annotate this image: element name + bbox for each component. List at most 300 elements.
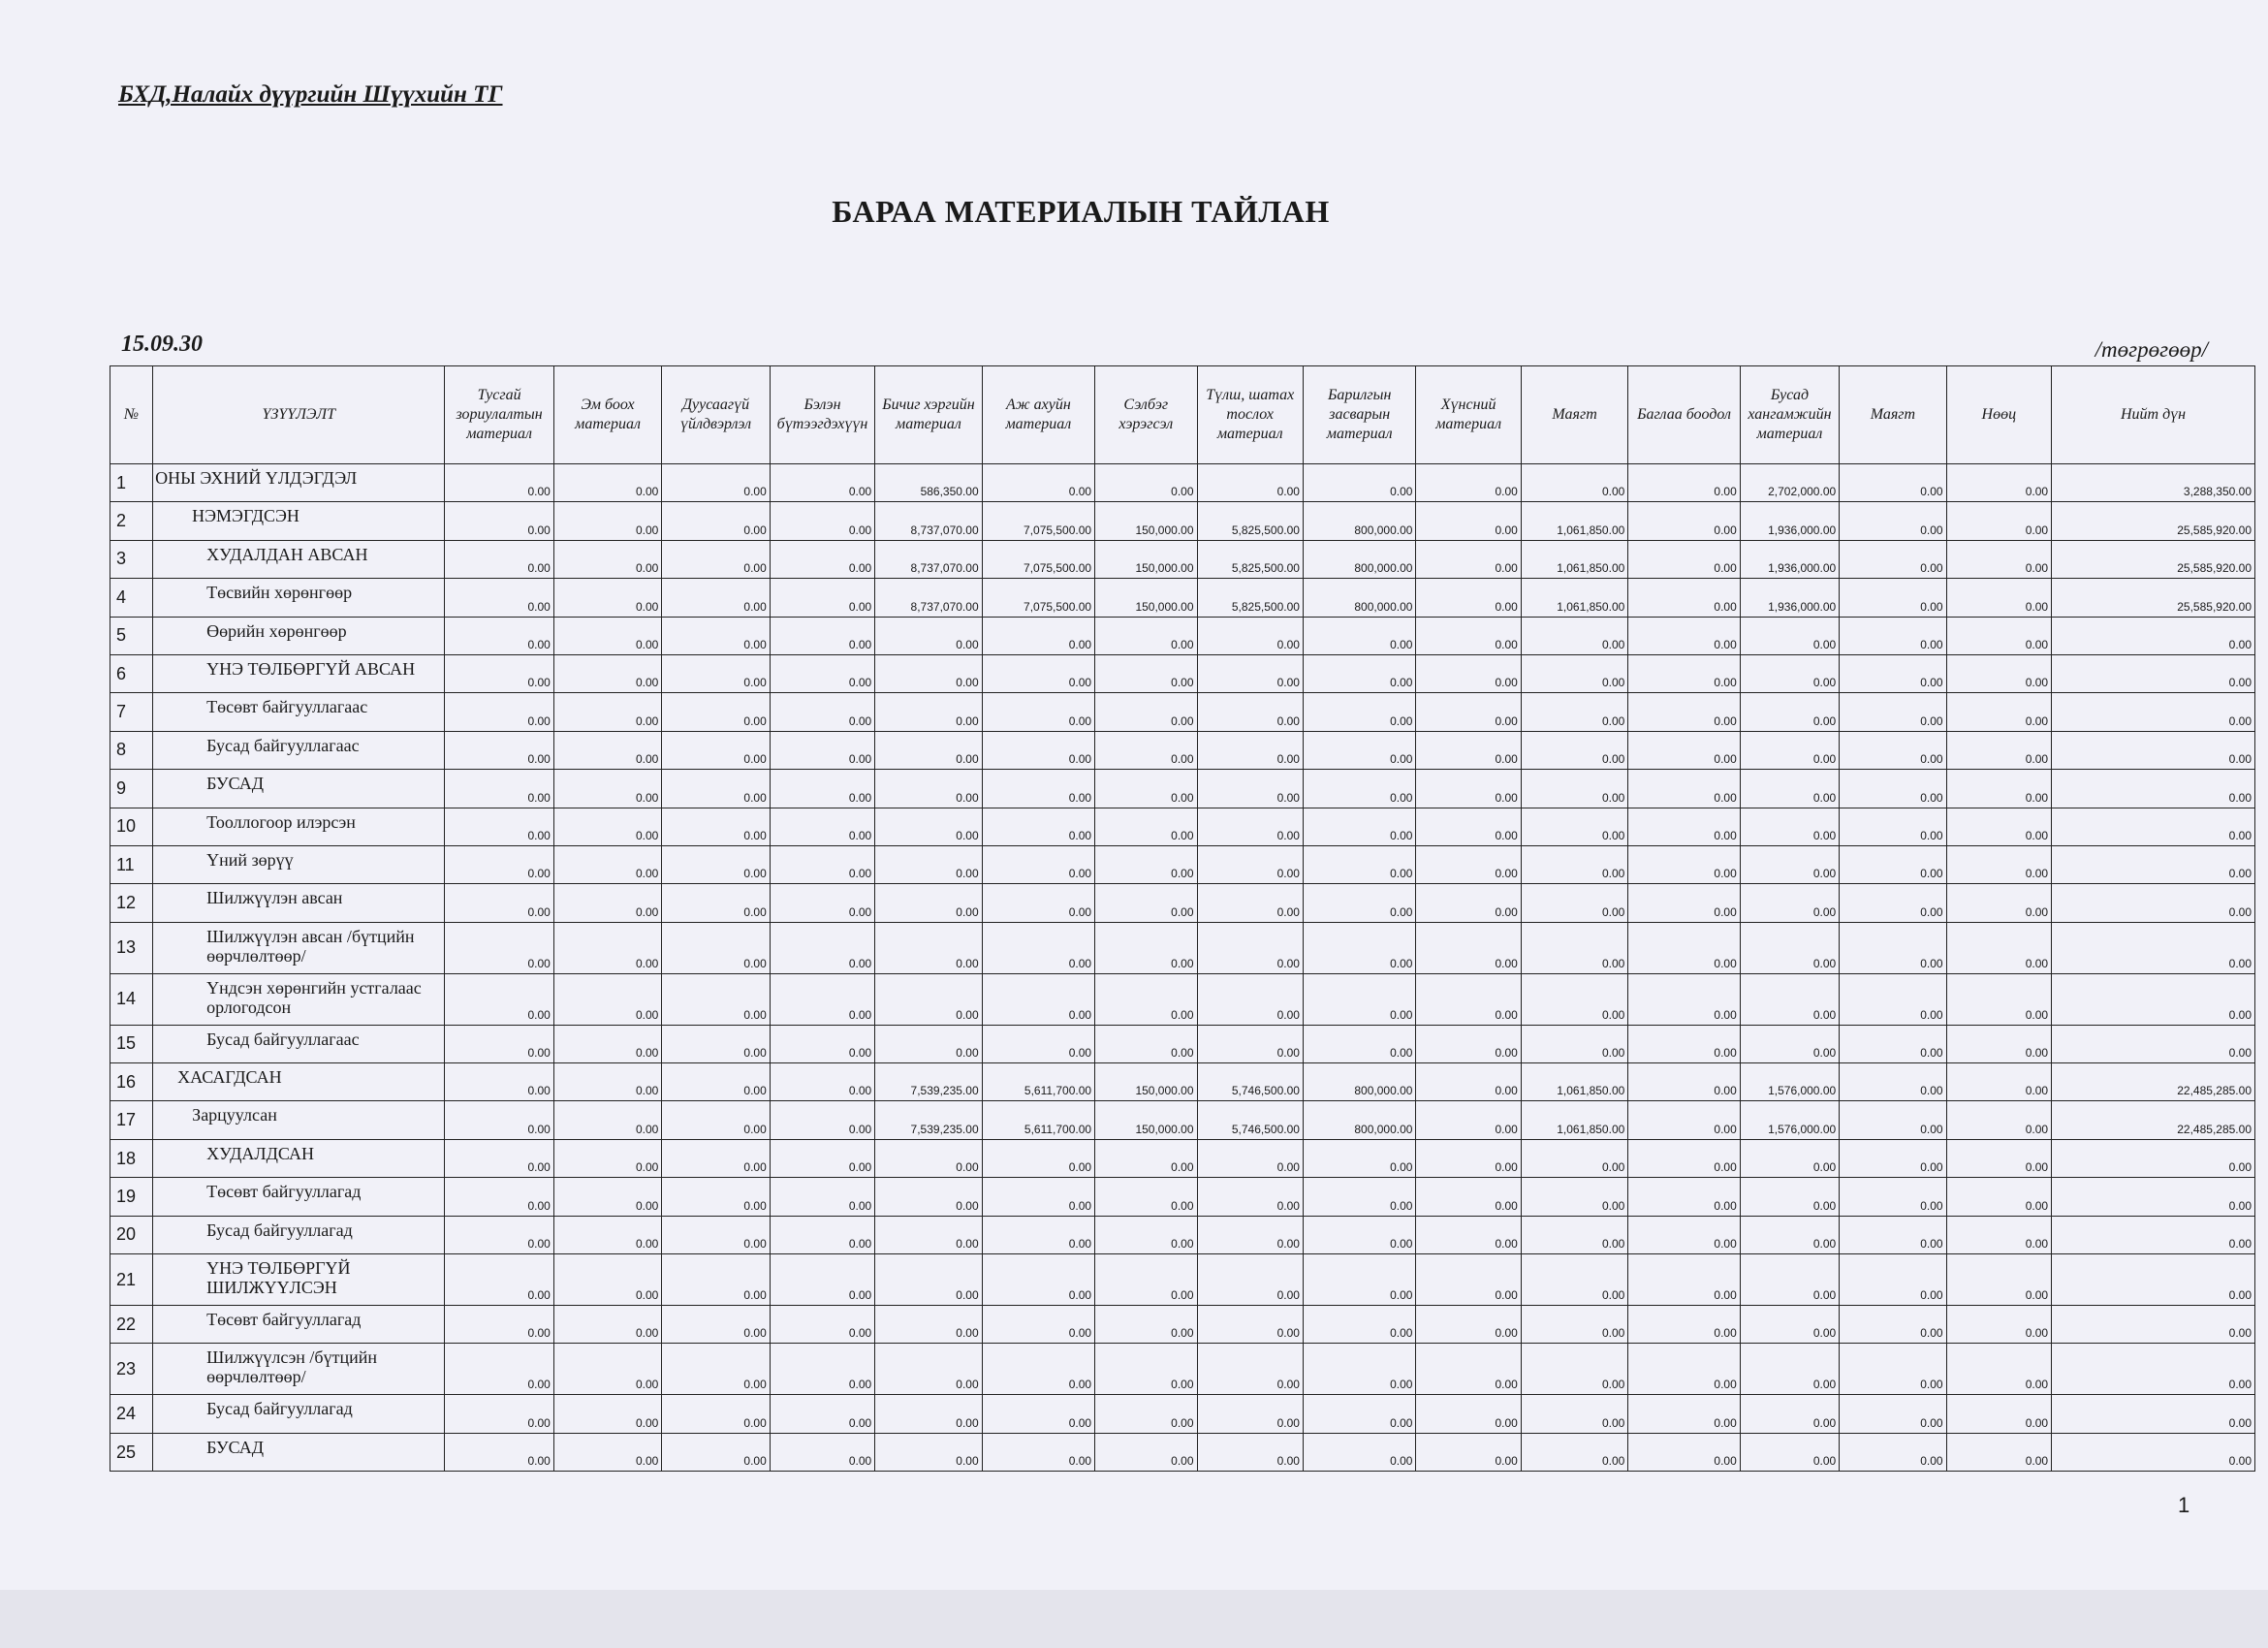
value-cell: 0.00 <box>1628 1025 1740 1062</box>
value-cell: 0.00 <box>1946 540 2051 578</box>
value-cell: 0.00 <box>770 1139 874 1177</box>
row-number: 12 <box>110 884 153 922</box>
column-header: Түлш, шатах тослох материал <box>1197 366 1303 464</box>
value-cell: 0.00 <box>445 731 553 769</box>
value-cell: 0.00 <box>1946 1254 2051 1306</box>
value-cell: 2,702,000.00 <box>1740 464 1839 502</box>
value-cell: 150,000.00 <box>1095 502 1197 540</box>
value-cell: 0.00 <box>770 1433 874 1471</box>
value-cell: 0.00 <box>770 1063 874 1101</box>
value-cell: 0.00 <box>982 464 1094 502</box>
table-body <box>110 464 2255 1472</box>
value-cell: 0.00 <box>1521 617 1627 654</box>
value-cell: 0.00 <box>1303 654 1415 692</box>
value-cell: 0.00 <box>1840 1063 1946 1101</box>
value-cell: 0.00 <box>1197 654 1303 692</box>
row-total-cell: 0.00 <box>2052 808 2255 845</box>
value-cell: 0.00 <box>1095 1306 1197 1344</box>
column-header: Барилгын засварын материал <box>1303 366 1415 464</box>
value-cell: 0.00 <box>1095 617 1197 654</box>
row-label: Бусад байгууллагад <box>153 1216 445 1253</box>
value-cell: 0.00 <box>1303 845 1415 883</box>
page-number: 1 <box>2178 1493 2190 1517</box>
value-cell: 0.00 <box>662 617 770 654</box>
column-header: Маягт <box>1840 366 1946 464</box>
value-cell: 0.00 <box>1416 808 1521 845</box>
value-cell: 0.00 <box>1521 1216 1627 1253</box>
value-cell: 0.00 <box>982 1139 1094 1177</box>
value-cell: 0.00 <box>770 973 874 1025</box>
value-cell: 0.00 <box>1840 617 1946 654</box>
row-number: 21 <box>110 1254 153 1306</box>
value-cell: 0.00 <box>1303 884 1415 922</box>
value-cell: 0.00 <box>875 1216 982 1253</box>
value-cell: 0.00 <box>1521 884 1627 922</box>
value-cell: 5,825,500.00 <box>1197 502 1303 540</box>
value-cell: 0.00 <box>1946 1395 2051 1433</box>
inventory-report-table <box>110 365 2255 1472</box>
column-header: Бэлэн бүтээгдэхүүн <box>770 366 874 464</box>
value-cell: 0.00 <box>1521 464 1627 502</box>
value-cell: 0.00 <box>662 579 770 617</box>
value-cell: 0.00 <box>1628 693 1740 731</box>
value-cell: 0.00 <box>1840 973 1946 1025</box>
value-cell: 0.00 <box>553 1139 661 1177</box>
value-cell: 0.00 <box>1197 973 1303 1025</box>
value-cell: 0.00 <box>1095 693 1197 731</box>
value-cell: 0.00 <box>662 693 770 731</box>
row-total-cell: 0.00 <box>2052 1395 2255 1433</box>
table-row <box>110 922 2255 973</box>
table-row <box>110 1101 2255 1139</box>
value-cell: 0.00 <box>1840 1178 1946 1216</box>
value-cell: 0.00 <box>1095 770 1197 808</box>
value-cell: 0.00 <box>553 1101 661 1139</box>
value-cell: 0.00 <box>1197 884 1303 922</box>
row-label: НЭМЭГДСЭН <box>153 502 445 540</box>
value-cell: 0.00 <box>553 464 661 502</box>
column-header: Эм боох материал <box>553 366 661 464</box>
value-cell: 0.00 <box>875 922 982 973</box>
value-cell: 0.00 <box>1946 1178 2051 1216</box>
value-cell: 0.00 <box>1303 973 1415 1025</box>
value-cell: 0.00 <box>982 922 1094 973</box>
value-cell: 0.00 <box>770 540 874 578</box>
value-cell: 0.00 <box>1946 502 2051 540</box>
table-row <box>110 464 2255 502</box>
value-cell: 0.00 <box>445 579 553 617</box>
value-cell: 0.00 <box>1840 1395 1946 1433</box>
table-row <box>110 502 2255 540</box>
value-cell: 0.00 <box>445 540 553 578</box>
value-cell: 800,000.00 <box>1303 1063 1415 1101</box>
row-number: 11 <box>110 845 153 883</box>
table-row <box>110 693 2255 731</box>
row-label: ҮНЭ ТӨЛБӨРГҮЙ ШИЛЖҮҮЛСЭН <box>153 1254 445 1306</box>
table-row <box>110 973 2255 1025</box>
value-cell: 0.00 <box>553 502 661 540</box>
table-row <box>110 1139 2255 1177</box>
value-cell: 0.00 <box>1416 1063 1521 1101</box>
value-cell: 0.00 <box>1946 884 2051 922</box>
row-label: Шилжүүлэн авсан <box>153 884 445 922</box>
column-header: № <box>110 366 153 464</box>
value-cell: 0.00 <box>875 617 982 654</box>
value-cell: 0.00 <box>445 845 553 883</box>
value-cell: 0.00 <box>1416 1344 1521 1395</box>
value-cell: 0.00 <box>1740 1344 1839 1395</box>
value-cell: 0.00 <box>553 1025 661 1062</box>
value-cell: 0.00 <box>1740 884 1839 922</box>
value-cell: 0.00 <box>1840 693 1946 731</box>
value-cell: 0.00 <box>1197 1433 1303 1471</box>
value-cell: 0.00 <box>875 1139 982 1177</box>
value-cell: 0.00 <box>1946 579 2051 617</box>
value-cell: 0.00 <box>1628 845 1740 883</box>
scan-bottom-edge <box>0 1590 2268 1648</box>
row-label: Үний зөрүү <box>153 845 445 883</box>
row-label: Шилжүүлсэн /бүтцийн өөрчлөлтөөр/ <box>153 1344 445 1395</box>
value-cell: 0.00 <box>1946 845 2051 883</box>
value-cell: 0.00 <box>1740 1254 1839 1306</box>
value-cell: 0.00 <box>445 770 553 808</box>
row-number: 2 <box>110 502 153 540</box>
value-cell: 0.00 <box>1416 1306 1521 1344</box>
value-cell: 0.00 <box>1095 922 1197 973</box>
value-cell: 0.00 <box>445 884 553 922</box>
value-cell: 5,746,500.00 <box>1197 1101 1303 1139</box>
value-cell: 0.00 <box>1521 1395 1627 1433</box>
value-cell: 0.00 <box>1840 731 1946 769</box>
value-cell: 0.00 <box>553 1433 661 1471</box>
value-cell: 0.00 <box>1628 922 1740 973</box>
value-cell: 7,539,235.00 <box>875 1101 982 1139</box>
value-cell: 0.00 <box>1840 464 1946 502</box>
row-number: 13 <box>110 922 153 973</box>
value-cell: 0.00 <box>1197 922 1303 973</box>
row-number: 19 <box>110 1178 153 1216</box>
value-cell: 0.00 <box>445 1025 553 1062</box>
value-cell: 1,061,850.00 <box>1521 1063 1627 1101</box>
table-row <box>110 1178 2255 1216</box>
value-cell: 1,576,000.00 <box>1740 1101 1839 1139</box>
value-cell: 0.00 <box>1416 693 1521 731</box>
value-cell: 0.00 <box>770 1254 874 1306</box>
value-cell: 0.00 <box>1095 884 1197 922</box>
value-cell: 1,061,850.00 <box>1521 502 1627 540</box>
report-title: БАРАА МАТЕРИАЛЫН ТАЙЛАН <box>832 194 1330 229</box>
value-cell: 0.00 <box>662 1063 770 1101</box>
row-number: 23 <box>110 1344 153 1395</box>
value-cell: 0.00 <box>770 770 874 808</box>
row-label: ХАСАГДСАН <box>153 1063 445 1101</box>
table-row <box>110 1216 2255 1253</box>
value-cell: 0.00 <box>982 617 1094 654</box>
value-cell: 0.00 <box>445 1178 553 1216</box>
value-cell: 0.00 <box>1840 1433 1946 1471</box>
value-cell: 0.00 <box>553 617 661 654</box>
value-cell: 1,061,850.00 <box>1521 1101 1627 1139</box>
value-cell: 0.00 <box>662 770 770 808</box>
value-cell: 0.00 <box>875 1344 982 1395</box>
value-cell: 0.00 <box>1416 845 1521 883</box>
column-header: Бичиг хэргийн материал <box>875 366 982 464</box>
value-cell: 0.00 <box>875 731 982 769</box>
value-cell: 0.00 <box>1946 654 2051 692</box>
value-cell: 0.00 <box>1095 1139 1197 1177</box>
table-row <box>110 540 2255 578</box>
value-cell: 0.00 <box>1303 1306 1415 1344</box>
value-cell: 0.00 <box>1521 1254 1627 1306</box>
table-row <box>110 1344 2255 1395</box>
value-cell: 0.00 <box>1303 770 1415 808</box>
value-cell: 0.00 <box>1416 731 1521 769</box>
value-cell: 0.00 <box>875 1025 982 1062</box>
value-cell: 0.00 <box>553 654 661 692</box>
table-row <box>110 1025 2255 1062</box>
value-cell: 0.00 <box>1946 617 2051 654</box>
value-cell: 0.00 <box>1416 973 1521 1025</box>
value-cell: 0.00 <box>553 1178 661 1216</box>
table-row <box>110 884 2255 922</box>
value-cell: 0.00 <box>1095 1178 1197 1216</box>
value-cell: 7,075,500.00 <box>982 579 1094 617</box>
value-cell: 0.00 <box>982 845 1094 883</box>
value-cell: 0.00 <box>1197 1216 1303 1253</box>
value-cell: 150,000.00 <box>1095 1101 1197 1139</box>
value-cell: 0.00 <box>770 579 874 617</box>
value-cell: 0.00 <box>1740 1306 1839 1344</box>
value-cell: 0.00 <box>1628 1063 1740 1101</box>
value-cell: 0.00 <box>1628 1216 1740 1253</box>
row-label: Бусад байгууллагаас <box>153 1025 445 1062</box>
row-total-cell: 0.00 <box>2052 1254 2255 1306</box>
value-cell: 0.00 <box>1628 1101 1740 1139</box>
value-cell: 0.00 <box>1521 1139 1627 1177</box>
value-cell: 0.00 <box>1946 973 2051 1025</box>
value-cell: 0.00 <box>1840 579 1946 617</box>
value-cell: 0.00 <box>1840 540 1946 578</box>
value-cell: 0.00 <box>982 731 1094 769</box>
row-total-cell: 0.00 <box>2052 1216 2255 1253</box>
value-cell: 0.00 <box>662 1025 770 1062</box>
value-cell: 0.00 <box>1521 693 1627 731</box>
value-cell: 0.00 <box>445 1254 553 1306</box>
row-number: 8 <box>110 731 153 769</box>
value-cell: 0.00 <box>1840 1254 1946 1306</box>
value-cell: 0.00 <box>1303 464 1415 502</box>
value-cell: 0.00 <box>553 579 661 617</box>
value-cell: 0.00 <box>1740 731 1839 769</box>
value-cell: 0.00 <box>553 540 661 578</box>
column-header: Нийт дүн <box>2052 366 2255 464</box>
row-total-cell: 0.00 <box>2052 731 2255 769</box>
value-cell: 0.00 <box>445 1063 553 1101</box>
value-cell: 0.00 <box>445 1344 553 1395</box>
value-cell: 0.00 <box>1197 1254 1303 1306</box>
value-cell: 0.00 <box>982 1254 1094 1306</box>
value-cell: 0.00 <box>662 540 770 578</box>
value-cell: 0.00 <box>1197 1306 1303 1344</box>
value-cell: 0.00 <box>1740 1433 1839 1471</box>
row-number: 22 <box>110 1306 153 1344</box>
value-cell: 0.00 <box>1095 464 1197 502</box>
value-cell: 0.00 <box>770 1395 874 1433</box>
table-row <box>110 617 2255 654</box>
value-cell: 0.00 <box>1628 1254 1740 1306</box>
value-cell: 0.00 <box>1197 770 1303 808</box>
value-cell: 0.00 <box>1628 731 1740 769</box>
value-cell: 0.00 <box>553 1306 661 1344</box>
row-label: Үндсэн хөрөнгийн устгалаас орлогодсон <box>153 973 445 1025</box>
value-cell: 0.00 <box>1303 1025 1415 1062</box>
row-total-cell: 22,485,285.00 <box>2052 1101 2255 1139</box>
value-cell: 0.00 <box>1303 1139 1415 1177</box>
value-cell: 0.00 <box>982 1178 1094 1216</box>
value-cell: 0.00 <box>1740 973 1839 1025</box>
value-cell: 0.00 <box>770 845 874 883</box>
row-label: Өөрийн хөрөнгөөр <box>153 617 445 654</box>
value-cell: 0.00 <box>1095 1433 1197 1471</box>
value-cell: 0.00 <box>1095 1395 1197 1433</box>
value-cell: 0.00 <box>553 922 661 973</box>
value-cell: 0.00 <box>662 884 770 922</box>
value-cell: 0.00 <box>1628 1433 1740 1471</box>
row-number: 24 <box>110 1395 153 1433</box>
value-cell: 0.00 <box>1416 579 1521 617</box>
value-cell: 0.00 <box>1521 845 1627 883</box>
row-number: 17 <box>110 1101 153 1139</box>
value-cell: 0.00 <box>1840 922 1946 973</box>
value-cell: 0.00 <box>875 1306 982 1344</box>
value-cell: 0.00 <box>445 808 553 845</box>
value-cell: 0.00 <box>1303 1254 1415 1306</box>
value-cell: 0.00 <box>1095 1254 1197 1306</box>
table-row <box>110 1395 2255 1433</box>
value-cell: 0.00 <box>1303 693 1415 731</box>
value-cell: 0.00 <box>1946 808 2051 845</box>
value-cell: 0.00 <box>1095 731 1197 769</box>
row-total-cell: 0.00 <box>2052 1139 2255 1177</box>
row-number: 14 <box>110 973 153 1025</box>
value-cell: 0.00 <box>1197 1178 1303 1216</box>
value-cell: 0.00 <box>770 617 874 654</box>
value-cell: 0.00 <box>1416 1139 1521 1177</box>
value-cell: 0.00 <box>1840 1139 1946 1177</box>
value-cell: 0.00 <box>1303 808 1415 845</box>
row-label: Шилжүүлэн авсан /бүтцийн өөрчлөлтөөр/ <box>153 922 445 973</box>
value-cell: 0.00 <box>1521 973 1627 1025</box>
row-label: ҮНЭ ТӨЛБӨРГҮЙ АВСАН <box>153 654 445 692</box>
row-label: Төсөвт байгууллагаас <box>153 693 445 731</box>
row-total-cell: 0.00 <box>2052 770 2255 808</box>
value-cell: 5,611,700.00 <box>982 1101 1094 1139</box>
value-cell: 0.00 <box>1303 922 1415 973</box>
value-cell: 0.00 <box>445 464 553 502</box>
value-cell: 0.00 <box>662 1216 770 1253</box>
row-label: ХУДАЛДСАН <box>153 1139 445 1177</box>
value-cell: 0.00 <box>662 731 770 769</box>
row-label: БУСАД <box>153 770 445 808</box>
value-cell: 800,000.00 <box>1303 579 1415 617</box>
value-cell: 0.00 <box>1416 1178 1521 1216</box>
value-cell: 0.00 <box>875 1254 982 1306</box>
value-cell: 0.00 <box>1416 922 1521 973</box>
value-cell: 0.00 <box>1840 1306 1946 1344</box>
value-cell: 0.00 <box>1095 845 1197 883</box>
value-cell: 0.00 <box>1095 1344 1197 1395</box>
value-cell: 0.00 <box>1416 1254 1521 1306</box>
value-cell: 0.00 <box>662 845 770 883</box>
value-cell: 150,000.00 <box>1095 579 1197 617</box>
value-cell: 5,611,700.00 <box>982 1063 1094 1101</box>
value-cell: 0.00 <box>875 973 982 1025</box>
column-header: Бусад хангамжийн материал <box>1740 366 1839 464</box>
table-row <box>110 579 2255 617</box>
column-header: Баглаа боодол <box>1628 366 1740 464</box>
row-number: 9 <box>110 770 153 808</box>
value-cell: 0.00 <box>1628 502 1740 540</box>
value-cell: 0.00 <box>1628 1344 1740 1395</box>
value-cell: 0.00 <box>662 654 770 692</box>
row-number: 15 <box>110 1025 153 1062</box>
value-cell: 0.00 <box>1840 845 1946 883</box>
value-cell: 0.00 <box>1628 654 1740 692</box>
value-cell: 0.00 <box>1095 654 1197 692</box>
value-cell: 0.00 <box>1521 1306 1627 1344</box>
value-cell: 0.00 <box>770 1216 874 1253</box>
value-cell: 0.00 <box>553 731 661 769</box>
value-cell: 0.00 <box>770 1306 874 1344</box>
value-cell: 0.00 <box>1740 1139 1839 1177</box>
value-cell: 0.00 <box>1416 1025 1521 1062</box>
value-cell: 0.00 <box>1628 617 1740 654</box>
value-cell: 0.00 <box>1740 1395 1839 1433</box>
value-cell: 0.00 <box>1840 502 1946 540</box>
table-row <box>110 845 2255 883</box>
value-cell: 0.00 <box>1197 693 1303 731</box>
value-cell: 0.00 <box>1416 502 1521 540</box>
value-cell: 0.00 <box>1197 1344 1303 1395</box>
value-cell: 0.00 <box>662 973 770 1025</box>
column-header: Сэлбэг хэрэгсэл <box>1095 366 1197 464</box>
value-cell: 0.00 <box>1197 1139 1303 1177</box>
value-cell: 0.00 <box>1628 884 1740 922</box>
row-total-cell: 0.00 <box>2052 973 2255 1025</box>
value-cell: 150,000.00 <box>1095 540 1197 578</box>
value-cell: 0.00 <box>1416 884 1521 922</box>
value-cell: 0.00 <box>770 731 874 769</box>
row-total-cell: 0.00 <box>2052 845 2255 883</box>
column-header: Аж ахуйн материал <box>982 366 1094 464</box>
value-cell: 0.00 <box>1946 1344 2051 1395</box>
value-cell: 0.00 <box>662 1306 770 1344</box>
value-cell: 0.00 <box>662 808 770 845</box>
value-cell: 0.00 <box>982 1025 1094 1062</box>
value-cell: 0.00 <box>875 1395 982 1433</box>
table-header-row <box>110 366 2255 464</box>
row-label: Бусад байгууллагад <box>153 1395 445 1433</box>
row-label: БУСАД <box>153 1433 445 1471</box>
value-cell: 7,539,235.00 <box>875 1063 982 1101</box>
value-cell: 0.00 <box>770 502 874 540</box>
value-cell: 0.00 <box>553 1344 661 1395</box>
value-cell: 0.00 <box>1740 922 1839 973</box>
value-cell: 150,000.00 <box>1095 1063 1197 1101</box>
value-cell: 0.00 <box>1095 808 1197 845</box>
value-cell: 0.00 <box>982 770 1094 808</box>
value-cell: 0.00 <box>1628 973 1740 1025</box>
